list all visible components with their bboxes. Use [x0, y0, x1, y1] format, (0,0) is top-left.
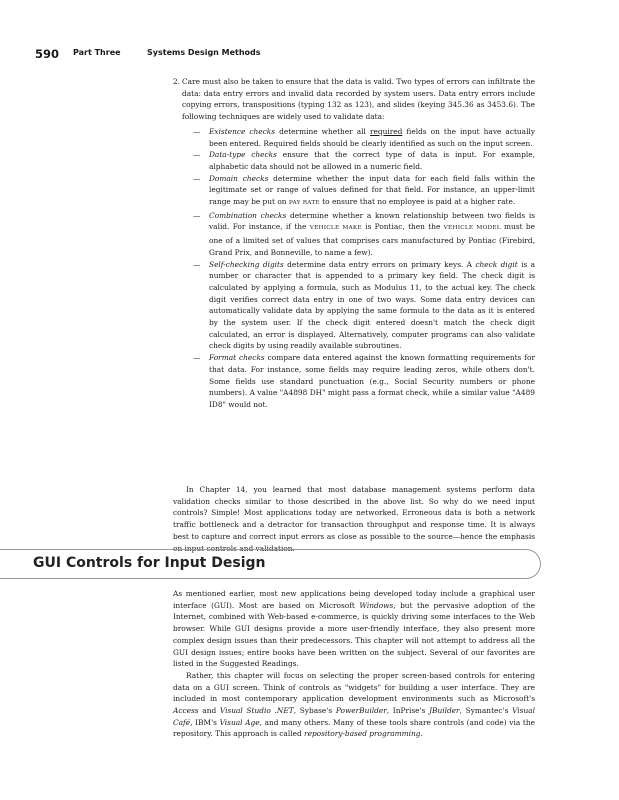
dash: — — [193, 173, 201, 183]
text: compare data entered against the known formatting requirements for that data. For instance, some fields may require leading zeros, while others don't. Some fields use standard punctuation (e.g., Social Security numbers or phone numbers). A value "A4898 DH" might pass a format check, while a similar value "A489 ID8" would not. — [209, 353, 535, 409]
italic-term: Visual Age — [219, 717, 260, 727]
item-number: 2. — [173, 77, 181, 86]
text: is Pontiac, then the — [361, 222, 444, 232]
text: ensure that the correct type of data is input. For example, alphabetic data should not be allowed in a numeric field. — [209, 150, 535, 171]
term-existence-checks: Existence checks — [209, 126, 276, 136]
text: determine whether a known relationship between two fields is valid. For instance, if the — [209, 210, 535, 232]
italic-term: Windows — [359, 600, 394, 610]
chapter-label: Systems Design Methods — [147, 48, 261, 57]
dash: — — [193, 259, 201, 269]
field-name-pay-rate: PAY RATE — [288, 200, 320, 207]
text: to ensure that no employee is paid at a higher rate. — [319, 197, 516, 207]
text: . — [420, 729, 423, 739]
text: determine data entry errors on primary keys. A — [283, 259, 476, 269]
validation-checks-list — [182, 126, 535, 411]
term-self-checking-digits: Self-checking digits — [209, 259, 284, 269]
dash: — — [193, 126, 201, 136]
section-body — [173, 588, 535, 740]
item-2-paragraph: Care must also be taken to ensure that the data is valid. Two types of errors can infiltrate the data: data entry errors and invalid data recorded by system users. Data entry errors include copying errors, transpositions (typing 132 as 123), and slides (keying 345.36 as 3453.6). The following techniques are widely used to validate data: — [182, 77, 535, 122]
term-format-checks: Format checks — [209, 353, 265, 363]
text: , and many others. Many of these tools share controls (and code) via the repository. This approach is called — [173, 717, 536, 739]
list-item-domain-checks — [182, 173, 535, 210]
text: , Sybase's — [293, 706, 336, 716]
text: , but the pervasive adoption of the Internet, combined with Web-based e-commerce, is quickly driving some interfaces to the Web browser. While GUI designs provide a more user-friendly interface, they also present more complex design issues than their predecessors. This chapter will not attempt to address all the GUI design issues; entire books have been written on the subject. Several of our favorites are listed in the Suggested Readings. — [173, 600, 535, 669]
section-title: GUI Controls for Input Design — [33, 555, 266, 571]
text: As mentioned earlier, most new applications being developed today include a graphical user interface (GUI). Most are based on Microsoft — [173, 589, 535, 610]
paragraph-chapter-14: In Chapter 14, you learned that most database management systems perform data validation checks similar to those described in the above list. So why do we need input controls? Simple! Most applications today are networked. Erroneous data is both a network traffic bottleneck and a detractor for transaction throughput and response time. It is always best to capture and correct input errors as close as possible to the source—hence the emphasis on input controls and validation. — [173, 485, 535, 553]
text: Rather, this chapter will focus on selecting the proper screen-based controls for entering data on a GUI screen. Think of controls as "widgets" for building a user interface. They are included in most contemporary application development environments such as Microsoft's — [173, 670, 535, 704]
item-2-text — [182, 76, 535, 411]
dash: — — [193, 353, 201, 363]
page-number: 590 — [35, 47, 60, 61]
list-item-format-checks — [182, 352, 535, 411]
text: must be one of a limited set of values that comprises cars manufactured by Pontiac (Firebird, Grand Prix, and Bonneville, to name a few). — [209, 222, 535, 257]
dash: — — [193, 210, 201, 220]
italic-term: PowerBuilder — [335, 706, 387, 716]
italic-term: repository-based programming — [304, 729, 421, 739]
underlined-word: required — [369, 126, 403, 136]
term-domain-checks: Domain checks — [209, 173, 269, 183]
field-name-vehicle-make: VEHICLE MAKE — [309, 225, 362, 232]
list-item-2 — [173, 76, 535, 411]
list-item-self-checking-digits — [182, 259, 535, 353]
part-label: Part Three — [73, 48, 121, 57]
italic-term: Access — [173, 706, 199, 716]
text: , InPrise's — [386, 706, 430, 716]
field-name-vehicle-model: VEHICLE MODEL — [443, 225, 501, 232]
term-check-digit: check digit — [475, 259, 518, 269]
italic-term: JBuilder — [429, 706, 460, 716]
text: , Symantec's — [459, 706, 513, 716]
dash: — — [193, 150, 201, 160]
italic-term: Visual Café — [173, 706, 535, 727]
text: and — [198, 706, 220, 716]
italic-term: Visual Studio .NET — [219, 706, 294, 716]
text: , IBM's — [190, 717, 220, 727]
list-item-data-type-checks — [182, 149, 535, 172]
term-data-type-checks: Data-type checks — [209, 150, 277, 160]
list-item-combination-checks — [182, 210, 535, 259]
text: fields on the input have actually been entered. Required fields should be clearly identified as such on the input screen. — [209, 126, 535, 148]
paragraph — [173, 670, 535, 740]
text: determine whether the input data for each field falls within the legitimate set or range of values defined for that field. For instance, an upper-limit range may be put on — [209, 173, 535, 207]
text: determine whether all — [275, 126, 370, 136]
running-header — [35, 47, 595, 61]
paragraph — [173, 588, 535, 670]
term-combination-checks: Combination checks — [209, 210, 287, 220]
text: is a number or character that is appended to a primary key field. The check digit is calculated by applying a formula, such as Modulus 11, to the actual key. The check digit verifies correct data entry in one of two ways. Some data entry devices can automatically validate data by applying the same formula to the data as it is entered by the system user. If the check digit entered doesn't match the check digit calculated, an error is displayed. Alternatively, computer programs can also validate check digits by using readily available subroutines. — [209, 259, 535, 351]
list-item-existence-checks — [182, 126, 535, 149]
